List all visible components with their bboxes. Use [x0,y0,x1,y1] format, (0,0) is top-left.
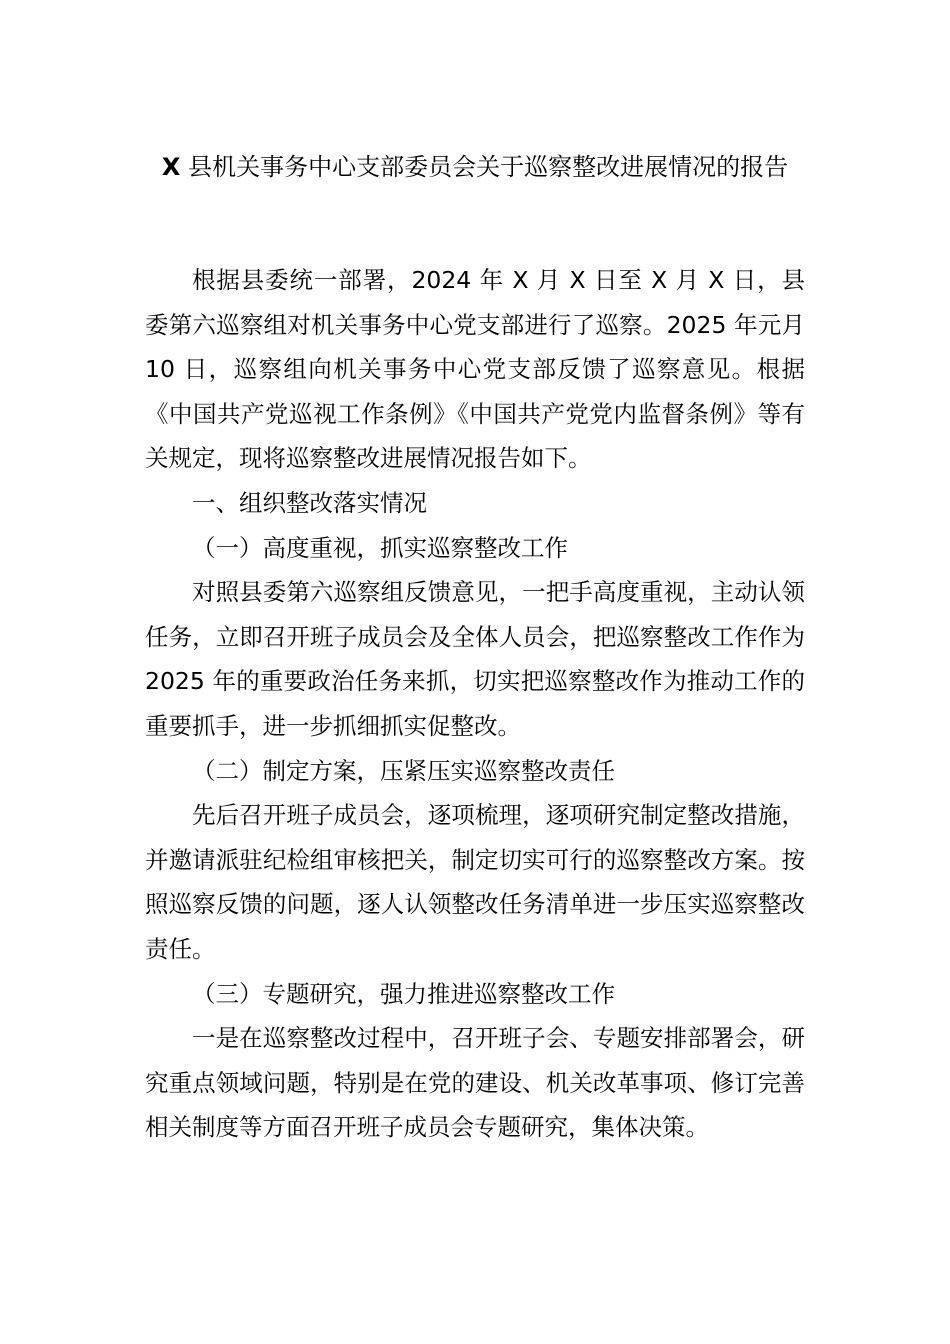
section-heading-1: 一、组织整改落实情况 [192,488,427,517]
subsection-heading-1: （一）高度重视，抓实巡察整改工作 [192,533,568,562]
subsection-heading-3: （三）专题研究，强力推进巡察整改工作 [192,979,615,1008]
title-text: 县机关事务中心支部委员会关于巡察整改进展情况的报告 [188,153,789,181]
subsection-paragraph-1: 对照县委第六巡察组反馈意见，一把手高度重视，主动认领任务，立即召开班子成员会及全体人员会，把巡察整改工作作为 2025 年的重要政治任务来抓，切实把巡察整改作为推动工作的重要抓手，进一步抓细抓实促整改。 [145,578,805,740]
title-prefix: X [161,153,181,181]
intro-paragraph: 根据县委统一部署，2024 年 X 月 X 日至 X 月 X 日，县委第六巡察组对机关事务中心党支部进行了巡察。2025 年元月 10 日，巡察组向机关事务中心党支部反馈了巡察意见。根据《中国共产党巡视工作条例》《中国共产党党内监督条例》等有关规定，现将巡察整改进展情况报告如下。 [145,266,805,473]
document-body [145,258,805,1150]
subsection-paragraph-2: 先后召开班子成员会，逐项梳理，逐项研究制定整改措施，并邀请派驻纪检组审核把关，制定切实可行的巡察整改方案。按照巡察反馈的问题，逐人认领整改任务清单进一步压实巡察整改责任。 [145,801,805,963]
subsection-heading-2: （二）制定方案，压紧压实巡察整改责任 [192,756,615,785]
subsection-paragraph-3: 一是在巡察整改过程中，召开班子会、专题安排部署会，研究重点领域问题，特别是在党的建设、机关改革事项、修订完善相关制度等方面召开班子成员会专题研究，集体决策。 [145,1024,805,1142]
document-title [145,145,805,189]
